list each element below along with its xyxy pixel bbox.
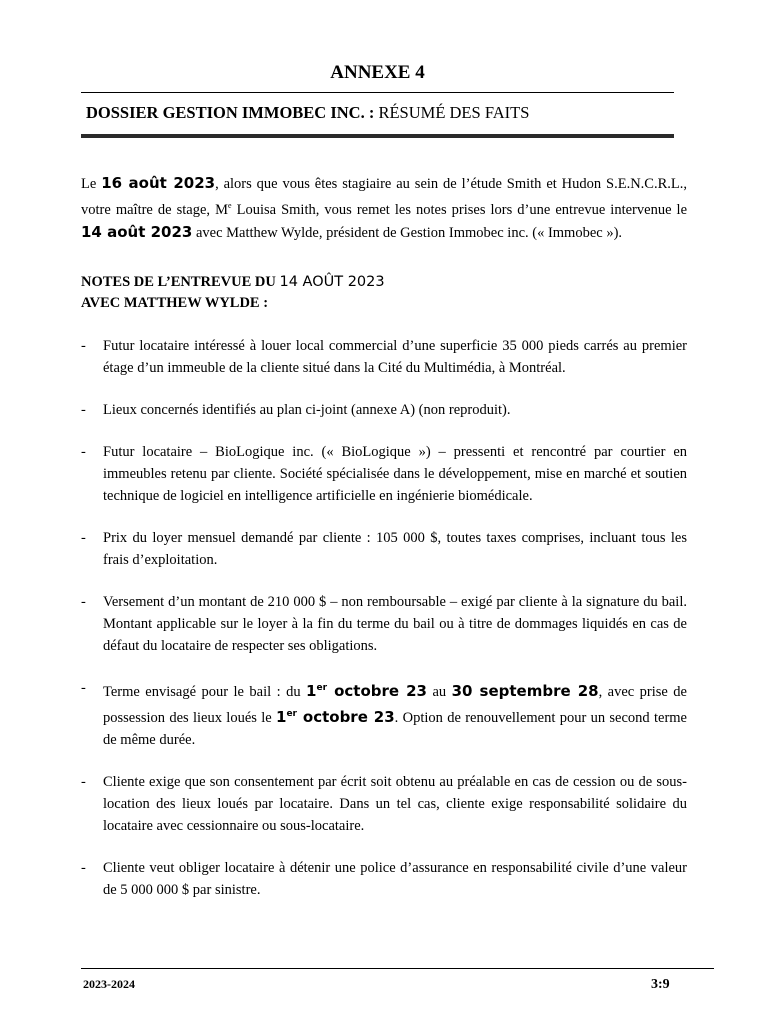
term-text: , avec prise de possession des lieux loués le [103, 683, 687, 726]
footer-year: 2023-2024 [83, 977, 135, 991]
term-text: au [427, 683, 452, 700]
term-text: . Option de renouvellement pour un second terme de même durée. [103, 709, 687, 748]
list-item-text: Cliente veut obliger locataire à détenir une police d’assurance en responsabilité civile d’une valeur de 5 000 000 $ par sinistre. [103, 859, 687, 898]
notes-heading-line-1 [81, 272, 687, 293]
date-rest: octobre 23 [296, 707, 395, 726]
date-number: 1 [276, 707, 287, 726]
date-rest: octobre 23 [327, 681, 427, 700]
list-item [81, 399, 687, 421]
term-start-date [306, 682, 427, 700]
page-number: 3:9 [651, 977, 670, 992]
bullet-dash: - [81, 593, 86, 610]
page-subtitle [86, 103, 529, 123]
list-item [81, 335, 687, 379]
page-title: ANNEXE 4 [330, 62, 425, 83]
notes-heading-text: NOTES DE L’ENTREVUE DU [81, 273, 280, 290]
list-item [81, 857, 687, 901]
possession-date [276, 708, 395, 726]
intro-text: avec Matthew Wylde, président de Gestion Immobec inc. (« Immobec »). [192, 224, 623, 241]
intro-date-2: 14 août 2023 [81, 222, 193, 241]
intro-superscript: e [227, 201, 232, 210]
list-item [81, 441, 687, 507]
term-end-date: 30 septembre 28 [451, 681, 599, 700]
list-item-text: Futur locataire intéressé à louer local commercial d’une superficie 35 000 pieds carrés au premier étage d’un immeuble de la cliente situé dans la Cité du Multimédia, à Montréal. [103, 337, 687, 376]
notes-heading-date: 14 AOÛT 2023 [279, 273, 385, 290]
list-item-text: Versement d’un montant de 210 000 $ – non remboursable – exigé par cliente à la signature du bail. Montant applicable sur le loyer à la fin du terme du bail ou à titre de dommages liquidés en cas de défaut du locataire de respecter ses obligations. [103, 593, 687, 654]
bullet-dash: - [81, 679, 86, 696]
list-item-text: Lieux concernés identifiés au plan ci-joint (annexe A) (non reproduit). [103, 401, 511, 418]
list-item [81, 771, 687, 837]
bullet-dash: - [81, 859, 86, 876]
intro-date-1: 16 août 2023 [101, 174, 216, 192]
notes-heading [81, 272, 687, 314]
list-item-text: Prix du loyer mensuel demandé par cliente : 105 000 $, toutes taxes comprises, incluant tous les frais d’exploitation. [103, 529, 687, 568]
list-item [81, 677, 687, 751]
notes-heading-line-2: AVEC MATTHEW WYLDE : [81, 294, 269, 311]
bullet-dash: - [81, 401, 86, 418]
list-item-text: Cliente exige que son consentement par écrit soit obtenu au préalable en cas de cession ou de sous-location des lieux loués par locataire. Dans un tel cas, cliente exige responsabilité solidaire du locataire avec cessionnaire ou sous-locataire. [103, 773, 687, 834]
intro-paragraph [81, 172, 687, 244]
bullet-dash: - [81, 443, 86, 460]
title-divider [81, 92, 674, 93]
bullet-dash: - [81, 529, 86, 546]
bullet-dash: - [81, 773, 86, 790]
subtitle-divider [81, 134, 674, 138]
subtitle-rest: RÉSUMÉ DES FAITS [374, 103, 530, 122]
intro-text: Le [81, 176, 102, 192]
date-number: 1 [306, 681, 317, 700]
date-superscript: er [316, 682, 328, 693]
list-item [81, 527, 687, 571]
intro-text: , alors que vous êtes stagiaire au sein de l’étude Smith et Hudon S.E.N.C.R.L., votre maître de stage, M [81, 176, 688, 218]
subtitle-bold: DOSSIER GESTION IMMOBEC INC. : [86, 103, 375, 122]
list-item [81, 591, 687, 657]
notes-list [81, 335, 687, 901]
document-body [81, 172, 687, 921]
footer-divider [81, 968, 714, 969]
date-superscript: er [286, 708, 297, 719]
intro-text: Louisa Smith, vous remet les notes prises lors d’une entrevue intervenue le [231, 201, 687, 218]
list-item-text: Futur locataire – BioLogique inc. (« BioLogique ») – pressenti et rencontré par courtier en immeubles retenu par cliente. Société spécialisée dans le développement, mise en marché et soutien technique de logiciel en intelligence artificielle en ingénierie biomédicale. [103, 443, 687, 504]
term-text: Terme envisagé pour le bail : du [103, 683, 307, 700]
list-item-text [103, 681, 687, 748]
bullet-dash: - [81, 337, 86, 354]
